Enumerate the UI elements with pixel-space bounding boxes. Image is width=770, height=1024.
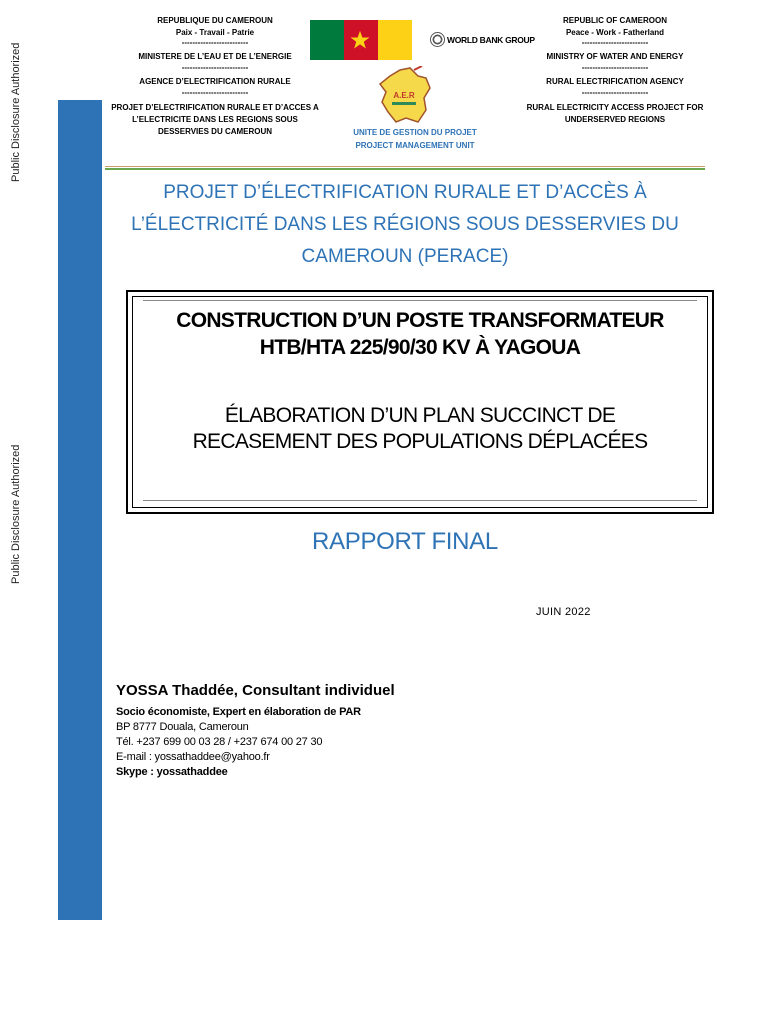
project-management-unit <box>340 126 490 152</box>
header-right-line: RURAL ELECTRIFICATION AGENCY <box>546 77 684 86</box>
author-contact <box>116 705 361 780</box>
construction-title <box>133 307 707 361</box>
header-left-line: PROJET D’ELECTRIFICATION RURALE ET D’ACCES A <box>111 103 319 112</box>
author-name: YOSSA Thaddée, Consultant individuel <box>116 682 395 699</box>
header-left-line: DESSERVIES DU CAMEROUN <box>157 127 273 136</box>
header-right-line: ------------------------- <box>581 63 649 72</box>
header-left-line: REPUBLIQUE DU CAMEROUN <box>157 16 273 25</box>
header-left-line: AGENCE D’ELECTRIFICATION RURALE <box>139 77 291 86</box>
construction-title-line: CONSTRUCTION D’UN POSTE TRANSFORMATEUR <box>176 309 664 332</box>
unit-fr: UNITE DE GESTION DU PROJET <box>353 128 477 137</box>
author-email: E-mail : yossathaddee@yahoo.fr <box>116 751 270 763</box>
header-right-line: ------------------------- <box>581 88 649 97</box>
project-title <box>110 177 700 273</box>
report-date: JUIN 2022 <box>536 606 591 618</box>
report-label: RAPPORT FINAL <box>312 528 498 555</box>
project-title-line: CAMEROUN (PERACE) <box>301 246 509 267</box>
header-left-line: ------------------------- <box>181 63 249 72</box>
header-right <box>510 15 720 126</box>
header-left-line: ------------------------- <box>181 88 249 97</box>
aer-logo <box>370 66 440 126</box>
document-title-box <box>126 290 714 514</box>
world-bank-logo <box>430 32 535 47</box>
header-left-line: L’ELECTRICITE DANS LES REGIONS SOUS <box>132 115 298 124</box>
header-left-line: ------------------------- <box>181 38 249 47</box>
project-title-line: PROJET D’ÉLECTRIFICATION RURALE ET D’ACCÈS À <box>163 182 647 203</box>
header-right-line: REPUBLIC OF CAMEROON <box>563 16 667 25</box>
header-left-line: MINISTERE DE L’EAU ET DE L’ENERGIE <box>138 52 292 61</box>
header-left <box>110 15 320 138</box>
construction-title-line: HTB/HTA 225/90/30 KV À YAGOUA <box>259 336 581 359</box>
plan-title <box>133 403 707 455</box>
author-address: BP 8777 Douala, Cameroun <box>116 721 249 733</box>
header-divider <box>105 166 705 170</box>
public-disclosure-label-bottom: Public Disclosure Authorized <box>10 444 22 584</box>
header-right-line: RURAL ELECTRICITY ACCESS PROJECT FOR <box>526 103 704 112</box>
header-right-line: ------------------------- <box>581 38 649 47</box>
author-skype: Skype : yossathaddee <box>116 766 228 778</box>
title-box-inner-frame <box>132 296 708 508</box>
author-phone: Tél. +237 699 00 03 28 / +237 674 00 27 30 <box>116 736 323 748</box>
header-right-line: UNDERSERVED REGIONS <box>564 115 666 124</box>
world-bank-globe-icon <box>430 32 445 47</box>
plan-title-line: RECASEMENT DES POPULATIONS DÉPLACÉES <box>192 430 648 453</box>
aer-logo-text: A.E.R <box>393 91 415 100</box>
author-role: Socio économiste, Expert en élaboration de PAR <box>116 706 361 718</box>
decorative-blue-bar <box>58 100 102 920</box>
public-disclosure-label-top: Public Disclosure Authorized <box>10 42 22 182</box>
title-box-bottom-rule <box>143 500 697 501</box>
plan-title-line: ÉLABORATION D’UN PLAN SUCCINCT DE <box>224 404 616 427</box>
world-bank-label: WORLD BANK GROUP <box>447 34 535 45</box>
unit-en: PROJECT MANAGEMENT UNIT <box>355 141 475 150</box>
project-title-line: L’ÉLECTRICITÉ DANS LES RÉGIONS SOUS DESSERVIES DU <box>131 214 679 235</box>
header-left-line: Paix - Travail - Patrie <box>175 28 255 37</box>
header-right-line: Peace - Work - Fatherland <box>565 28 665 37</box>
title-box-top-rule <box>143 300 697 301</box>
flag-star-icon <box>349 29 371 51</box>
header-right-line: MINISTRY OF WATER AND ENERGY <box>546 52 684 61</box>
